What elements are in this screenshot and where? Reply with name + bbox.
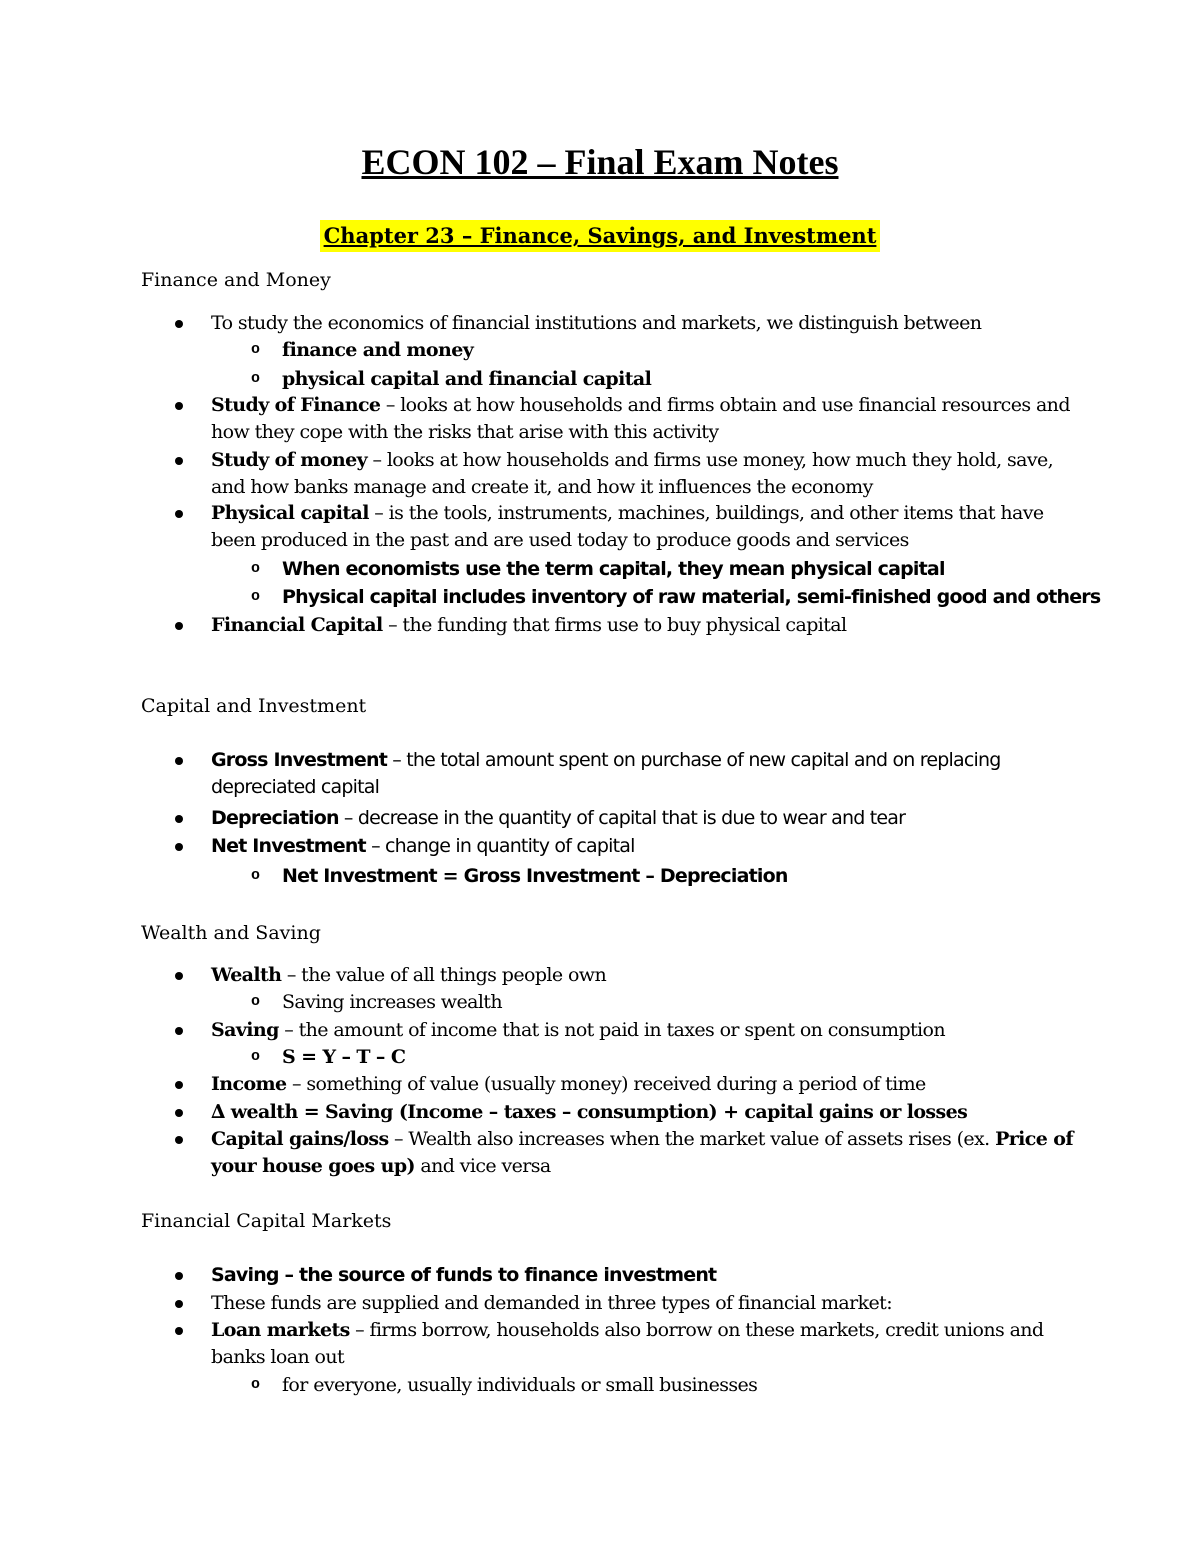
bullet-financial-capital	[211, 612, 1091, 639]
bullet-physical-capital	[211, 500, 1091, 554]
def-physical-capital: – is the tools, instruments, machines, buildings, and other items that have been produced in the past and are used today to produce goods and services	[211, 502, 1044, 551]
def-gross-investment: – the total amount spent on purchase of new capital and on replacing depreciated capital	[211, 749, 1001, 798]
chapter-heading: Chapter 23 – Finance, Savings, and Investment	[320, 220, 881, 252]
bullet-distinguish: To study the economics of financial institutions and markets, we distinguish between	[211, 310, 1091, 337]
term-loan-markets: Loan markets	[211, 1319, 350, 1341]
section-heading-financial-markets: Financial Capital Markets	[141, 1210, 392, 1232]
def-wealth: – the value of all things people own	[281, 964, 607, 986]
def-depreciation: – decrease in the quantity of capital that is due to wear and tear	[338, 807, 906, 829]
bullet-saving-source: Saving – the source of funds to finance investment	[211, 1262, 1091, 1289]
term-study-finance: Study of Finance	[211, 394, 381, 416]
sub-bullet-saving-increases-wealth: o Saving increases wealth	[282, 988, 1102, 1016]
bullet-capital-gains	[211, 1126, 1091, 1180]
sub-bullet-finance-money: o finance and money	[282, 336, 1102, 364]
term-study-money: Study of money	[211, 449, 368, 471]
sub-bullet-net-investment-formula: o Net Investment = Gross Investment – Depreciation	[282, 862, 1102, 890]
sub-bullet-physical-financial: o physical capital and financial capital	[282, 365, 1102, 393]
def-loan-markets: – firms borrow, households also borrow on these markets, credit unions and banks loan out	[211, 1319, 1044, 1368]
bullet-saving	[211, 1017, 1091, 1044]
capital-gains-tail: and vice versa	[414, 1155, 551, 1177]
bullet-net-investment	[211, 833, 1091, 860]
term-depreciation: Depreciation	[211, 807, 339, 829]
section-heading-capital-investment: Capital and Investment	[141, 695, 367, 717]
section-heading-finance-money: Finance and Money	[141, 269, 331, 291]
sub-bullet-economists-capital: o When economists use the term capital, they mean physical capital	[282, 555, 1102, 583]
def-saving: – the amount of income that is not paid in taxes or spent on consumption	[278, 1019, 946, 1041]
term-saving: Saving	[211, 1019, 279, 1041]
chapter-heading-wrap	[0, 220, 1200, 252]
capital-gains-example: Price of your house goes up)	[211, 1128, 1073, 1177]
def-net-investment: – change in quantity of capital	[365, 835, 635, 857]
term-gross-investment: Gross Investment	[211, 749, 388, 771]
document-title: ECON 102 – Final Exam Notes	[361, 142, 839, 182]
bullet-wealth	[211, 962, 1091, 989]
bullet-funds-supplied: These funds are supplied and demanded in three types of financial market:	[211, 1290, 1091, 1317]
def-study-finance: – looks at how households and firms obtain and use financial resources and how they cope with the risks that arise with this activity	[211, 394, 1070, 443]
sub-bullet-inventory: o Physical capital includes inventory of raw material, semi-finished good and others	[282, 583, 1102, 611]
term-capital-gains: Capital gains/loss	[211, 1128, 389, 1150]
bullet-depreciation	[211, 805, 1091, 832]
def-capital-gains: – Wealth also increases when the market value of assets rises (ex.	[388, 1128, 996, 1150]
bullet-loan-markets	[211, 1317, 1091, 1371]
bullet-study-money	[211, 447, 1091, 501]
bullet-delta-wealth: ∆ wealth = Saving (Income – taxes – consumption) + capital gains or losses	[211, 1099, 1091, 1126]
bullet-study-finance	[211, 392, 1091, 446]
bullet-income	[211, 1071, 1091, 1098]
def-income: – something of value (usually money) received during a period of time	[286, 1073, 926, 1095]
term-income: Income	[211, 1073, 287, 1095]
term-financial-capital: Financial Capital	[211, 614, 383, 636]
term-physical-capital: Physical capital	[211, 502, 369, 524]
term-net-investment: Net Investment	[211, 835, 366, 857]
section-heading-wealth-saving: Wealth and Saving	[141, 922, 321, 944]
def-study-money: – looks at how households and firms use money, how much they hold, save, and how banks manage and create it, and how it influences the economy	[211, 449, 1054, 498]
def-financial-capital: – the funding that firms use to buy physical capital	[382, 614, 847, 636]
sub-bullet-saving-formula: o S = Y – T – C	[282, 1043, 1102, 1071]
sub-bullet-for-everyone: o for everyone, usually individuals or small businesses	[282, 1371, 1102, 1399]
term-wealth: Wealth	[211, 964, 282, 986]
bullet-gross-investment	[211, 747, 1091, 801]
